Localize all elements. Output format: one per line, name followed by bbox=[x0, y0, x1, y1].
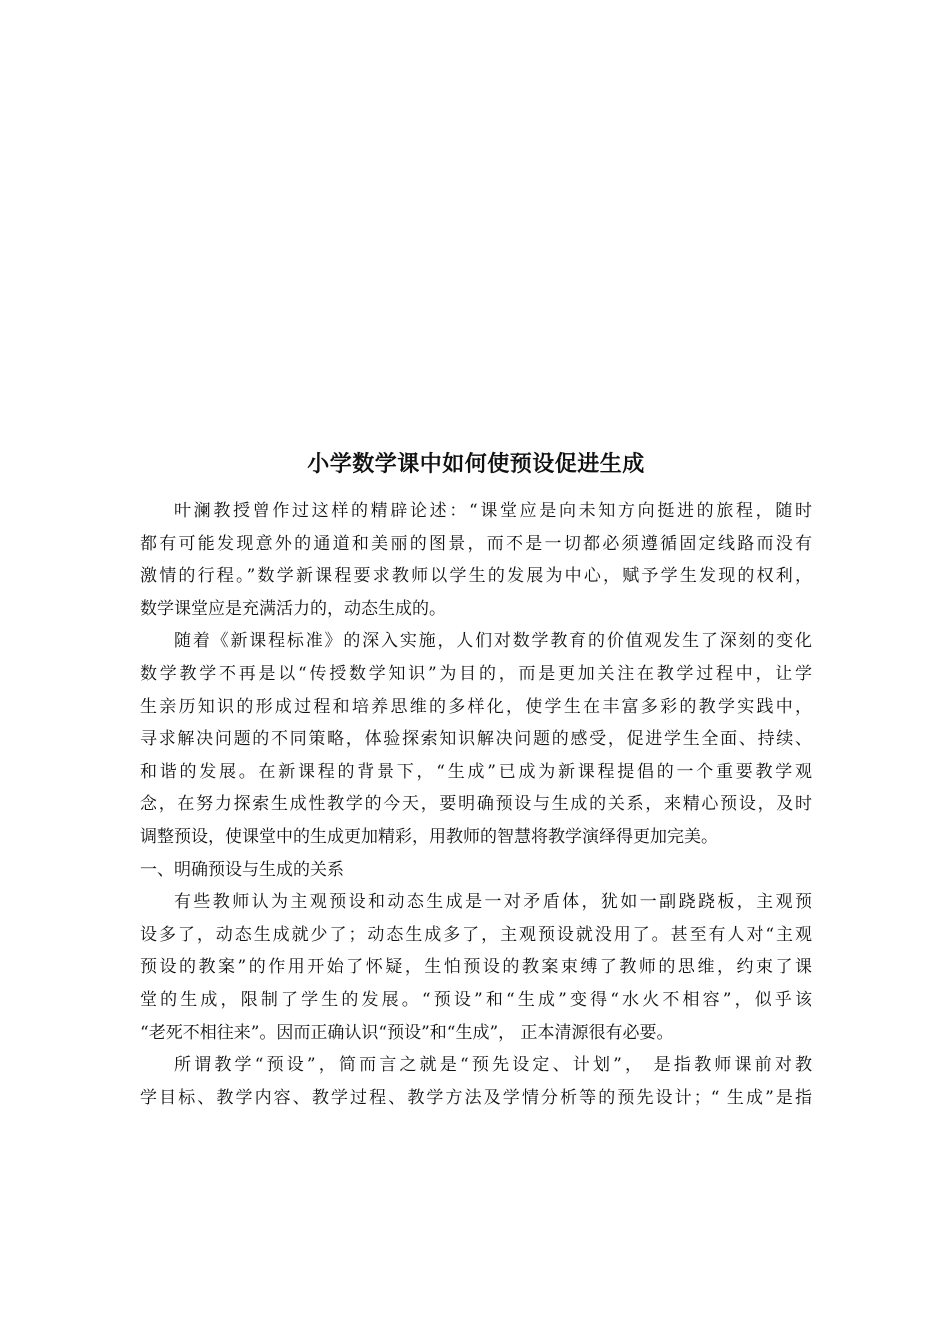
text-line: 念，在努力探索生成性教学的今天，要明确预设与生成的关系，来精心预设，及时 bbox=[140, 794, 812, 815]
text-line: 堂的生成，限制了学生的发展。“预设”和“生成”变得“水火不相容”，似乎该 bbox=[140, 989, 812, 1010]
text-line: 和谐的发展。在新课程的背景下，“生成”已成为新课程提倡的一个重要教学观 bbox=[140, 761, 812, 782]
text-line: 调整预设，使课堂中的生成更加精彩，用教师的智慧将教学演绎得更加完美。 bbox=[140, 826, 718, 847]
paragraph-curriculum bbox=[140, 625, 812, 853]
paragraph-intro bbox=[140, 495, 812, 625]
text-line: 随着《新课程标准》的深入实施，人们对数学教育的价值观发生了深刻的变化 bbox=[174, 631, 812, 652]
text-line: 都有可能发现意外的通道和美丽的图景，而不是一切都必须遵循固定线路而没有 bbox=[140, 533, 812, 554]
paragraph-relationship bbox=[140, 886, 812, 1049]
text-line: 数学教学不再是以“传授数学知识”为目的，而是更加关注在教学过程中，让学 bbox=[140, 663, 812, 684]
text-line: 学目标、教学内容、教学过程、教学方法及学情分析等的预先设计；“ 生成”是指 bbox=[140, 1087, 812, 1108]
section-heading: 一、明确预设与生成的关系 bbox=[140, 859, 344, 880]
text-line: 寻求解决问题的不同策略，体验探索知识解决问题的感受，促进学生全面、持续、 bbox=[140, 729, 812, 750]
text-line: 生亲历知识的形成过程和培养思维的多样化，使学生在丰富多彩的教学实践中， bbox=[140, 696, 812, 717]
document-body bbox=[140, 447, 812, 1114]
text-line: “老死不相往来”。因而正确认识“预设”和“生成”， 正本清源很有必要。 bbox=[140, 1022, 674, 1043]
document-title: 小学数学课中如何使预设促进生成 bbox=[307, 452, 645, 477]
text-line: 设多了，动态生成就少了；动态生成多了，主观预设就没用了。甚至有人对“主观 bbox=[140, 924, 812, 945]
text-line: 激情的行程。”数学新课程要求教师以学生的发展为中心，赋予学生发现的权利， bbox=[140, 566, 812, 587]
text-line: 有些教师认为主观预设和动态生成是一对矛盾体，犹如一副跷跷板，主观预 bbox=[174, 892, 812, 913]
text-line: 数学课堂应是充满活力的，动态生成的。 bbox=[140, 598, 446, 619]
text-line: 预设的教案”的作用开始了怀疑，生怕预设的教案束缚了教师的思维，约束了课 bbox=[140, 957, 812, 978]
paragraph-definition bbox=[140, 1049, 812, 1114]
text-line: 叶澜教授曾作过这样的精辟论述：“课堂应是向未知方向挺进的旅程，随时 bbox=[174, 501, 812, 521]
text-line: 所谓教学“预设”，简而言之就是“预先设定、计划”， 是指教师课前对教 bbox=[174, 1055, 812, 1076]
